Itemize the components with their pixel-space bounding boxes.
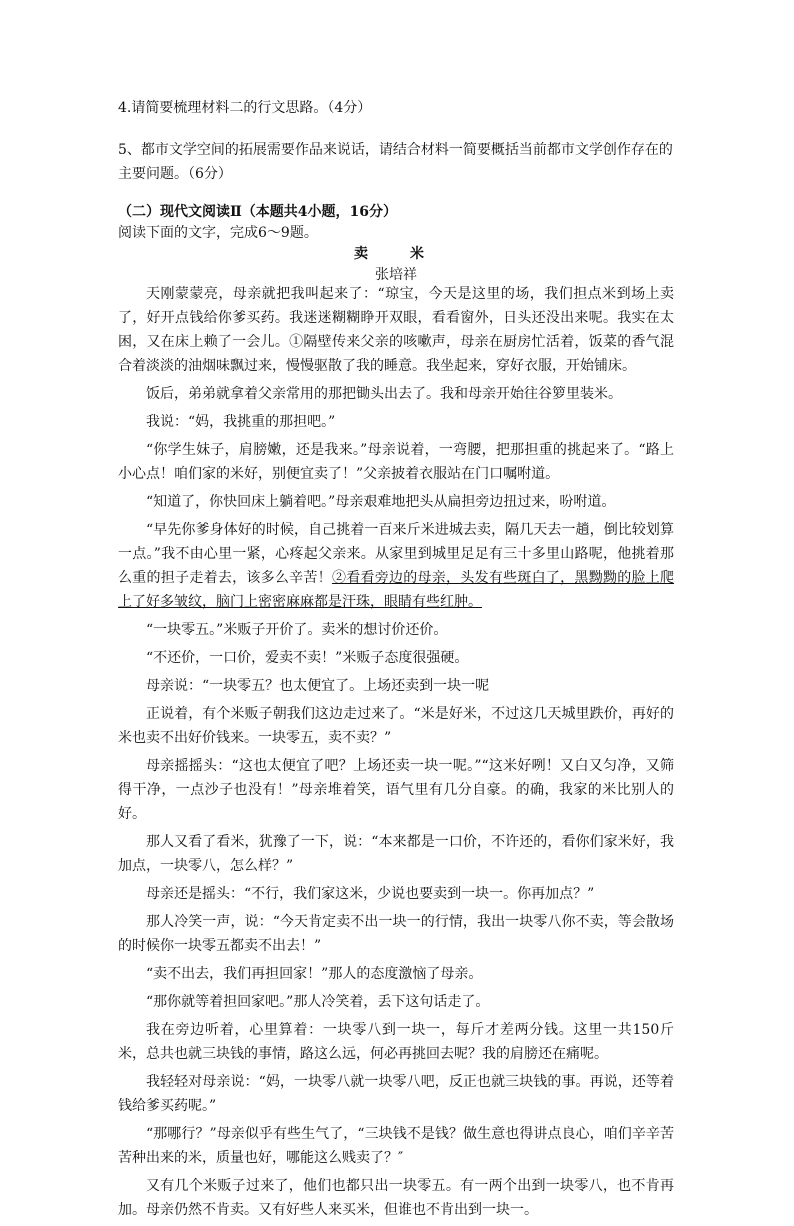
section-heading: （二）现代文阅读Ⅱ（本题共4小题，16分） xyxy=(118,204,398,220)
story-paragraph xyxy=(118,1174,674,1222)
paragraph-text: 饭后，弟弟就拿着父亲常用的那把锄头出去了。我和母亲开始往谷箩里装米。 xyxy=(146,386,622,402)
paragraph-text: “知道了，你快回床上躺着吧。”母亲艰难地把头从扁担旁边扭过来，吩咐道。 xyxy=(146,494,616,510)
story-title: 卖 米 xyxy=(354,246,438,262)
story-paragraph xyxy=(118,1122,674,1170)
paragraph-text: 正说着，有个米贩子朝我们这边走过来了。“米是好米，不过这几天城里跌价，再好的米也卖不出好价钱来。一块零五，卖不卖？” xyxy=(118,706,674,746)
story-paragraph xyxy=(118,910,674,958)
question-4: 4.请简要梳理材料二的行文思路。（4分） xyxy=(118,100,372,116)
story-paragraph xyxy=(118,674,674,698)
paragraph-text: 又有几个米贩子过来了，他们也都只出一块零五。有一两个出到一块零八，也不肯再加。母亲仍然不肯卖。又有好些人来买米，但谁也不肯出到一块一。 xyxy=(118,1178,674,1218)
paragraph-text: “早先你爹身体好的时候，自己挑着一百来斤米进城去卖，隔几天去一趟，倒比较划算一点。”我不由心里一紧，心疼起父亲来。从家里到城里足足有三十多里山路呢，他挑着那么重的担子走着去，该多么辛苦！ xyxy=(118,522,674,586)
story-paragraph xyxy=(118,618,674,642)
paragraph-text: “那哪行？”母亲似乎有些生气了，“三块钱不是钱？做生意也得讲点良心，咱们辛辛苦苦种出来的米，质量也好，哪能这么贱卖了？″ xyxy=(118,1126,674,1166)
story-paragraph xyxy=(118,990,674,1014)
story-body xyxy=(118,282,674,1226)
story-paragraph xyxy=(118,646,674,670)
paragraph-text: “一块零五。”米贩子开价了。卖米的想讨价还价。 xyxy=(146,622,448,638)
story-author: 张培祥 xyxy=(375,267,417,283)
paragraph-text: 母亲摇摇头：“这也太便宜了吧？上场还卖一块一呢。”“这米好咧！又白又匀净，又筛得干净，一点沙子也没有！”母亲堆着笑，语气里有几分自豪。的确，我家的米比别人的好。 xyxy=(118,758,674,822)
paragraph-text: 母亲还是摇头：“不行，我们家这米，少说也要卖到一块一。你再加点？” xyxy=(146,886,595,902)
story-paragraph xyxy=(118,1018,674,1066)
paragraph-text: 母亲说：“一块零五？也太便宜了。上场还卖到一块一呢 xyxy=(146,678,490,694)
paragraph-text: 那人又看了看米，犹豫了一下，说：“本来都是一口价，不许还的，看你们家米好，我加点，一块零八，怎么样？” xyxy=(118,834,674,874)
story-paragraph xyxy=(118,830,674,878)
story-paragraph xyxy=(118,410,674,434)
paragraph-text: “不还价，一口价，爱卖不卖！”米贩子态度很强硬。 xyxy=(146,650,469,666)
section-instruction: 阅读下面的文字，完成6～9题。 xyxy=(118,225,318,241)
story-paragraph xyxy=(118,754,674,826)
paragraph-text: 我在旁边听着，心里算着：一块零八到一块一，每斤才差两分钱。这里一共150斤米，总共也就三块钱的事情，路这么远，何必再挑回去呢？我的肩膀还在痛呢。 xyxy=(118,1022,674,1062)
story-paragraph xyxy=(118,702,674,750)
story-paragraph xyxy=(118,382,674,406)
paragraph-text: 我说：“妈，我挑重的那担吧。” xyxy=(146,414,336,430)
story-paragraph xyxy=(118,1070,674,1118)
story-paragraph xyxy=(118,962,674,986)
underlined-passage: ②看看旁边的母亲，头发有些斑白了，黑黝黝的脸上爬上了好多皱纹，脑门上密密麻麻都是汗珠，眼睛有些红肿。 xyxy=(118,570,675,610)
story-paragraph xyxy=(118,882,674,906)
question-5: 5、都市文学空间的拓展需要作品来说话，请结合材料一简要概括当前都市文学创作存在的主要问题。（6分） xyxy=(118,142,673,182)
story-paragraph xyxy=(118,490,674,514)
story-paragraph xyxy=(118,282,674,378)
paragraph-text: “你学生妹子，肩膀嫩，还是我来。”母亲说着，一弯腰，把那担重的挑起来了。“路上小心点！咱们家的米好，别便宜卖了！”父亲披着衣服站在门口嘱咐道。 xyxy=(118,442,674,482)
paragraph-text: 天刚蒙蒙亮，母亲就把我叫起来了：“琼宝，今天是这里的场，我们担点米到场上卖了，好开点钱给你爹买药。我迷迷糊糊睁开双眼，看看窗外，日头还没出来呢。我实在太困，又在床上赖了一会儿。①隔壁传来父亲的咳嗽声，母亲在厨房忙活着，饭菜的香气混合着淡淡的油烟味飘过来，慢慢驱散了我的睡意。我坐起来，穿好衣服，开始铺床。 xyxy=(118,286,674,374)
story-paragraph xyxy=(118,438,674,486)
paragraph-text: “那你就等着担回家吧。”那人冷笑着，丢下这句话走了。 xyxy=(146,994,490,1010)
story-paragraph xyxy=(118,518,674,614)
paragraph-text: 那人冷笑一声，说：“今天肯定卖不出一块一的行情，我出一块零八你不卖，等会散场的时候你一块零五都卖不出去！” xyxy=(118,914,674,954)
paragraph-text: “卖不出去，我们再担回家！”那人的态度激恼了母亲。 xyxy=(146,966,483,982)
paragraph-text: 我轻轻对母亲说：“妈，一块零八就一块零八吧，反正也就三块钱的事。再说，还等着钱给爹买药呢。” xyxy=(118,1074,674,1114)
